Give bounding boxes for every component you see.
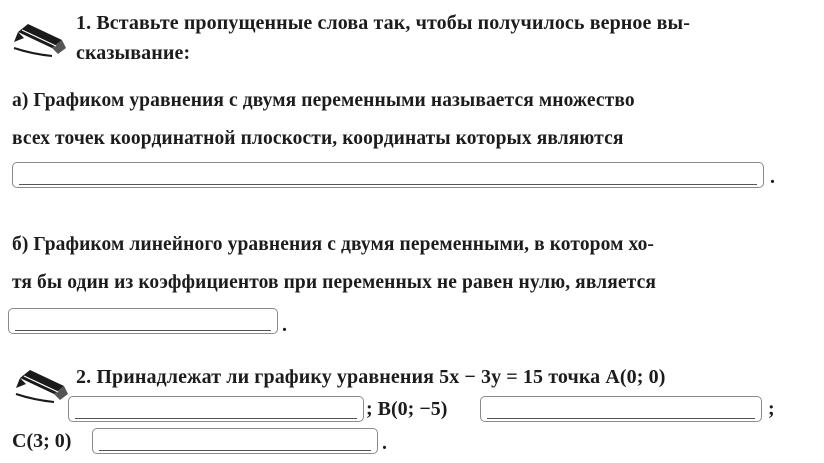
task1-heading (76, 12, 690, 35)
task1-instruction-line1: Вставьте пропущенные слова так, чтобы получилось верное вы- (96, 12, 690, 34)
task2-answer-a-field[interactable] (68, 396, 364, 422)
task1-number: 1. (76, 12, 92, 34)
task2-point-c: C(3; 0) (12, 430, 72, 452)
task2-number: 2. (76, 366, 92, 388)
pencil-icon (12, 18, 68, 58)
task1b-answer-field[interactable] (8, 308, 278, 334)
task2-point-b: ; B(0; −5) (366, 398, 448, 420)
task1a-period: . (770, 166, 775, 188)
task2-question: Принадлежат ли графику уравнения 5x − 3y = 15 точка A(0; 0) (96, 366, 666, 388)
task2-heading (76, 366, 665, 389)
task1-instruction-line2: сказывание: (76, 42, 191, 64)
task1a-line2: всех точек координатной плоскости, координаты которых являются (12, 128, 624, 149)
task2-separator: ; (768, 398, 775, 420)
task2-answer-b-field[interactable] (480, 396, 762, 422)
task1b-line2: тя бы один из коэффициентов при переменных не равен нулю, является (12, 272, 656, 293)
task2-period: . (382, 432, 387, 454)
task1a-line1: а) Графиком уравнения с двумя переменными называется множество (12, 90, 635, 111)
task1b-period: . (282, 314, 287, 336)
task2-answer-c-field[interactable] (92, 428, 378, 454)
task1b-line1: б) Графиком линейного уравнения с двумя переменными, в котором хо- (12, 234, 655, 255)
pencil-icon (14, 364, 70, 404)
task1a-answer-field[interactable] (12, 162, 764, 188)
